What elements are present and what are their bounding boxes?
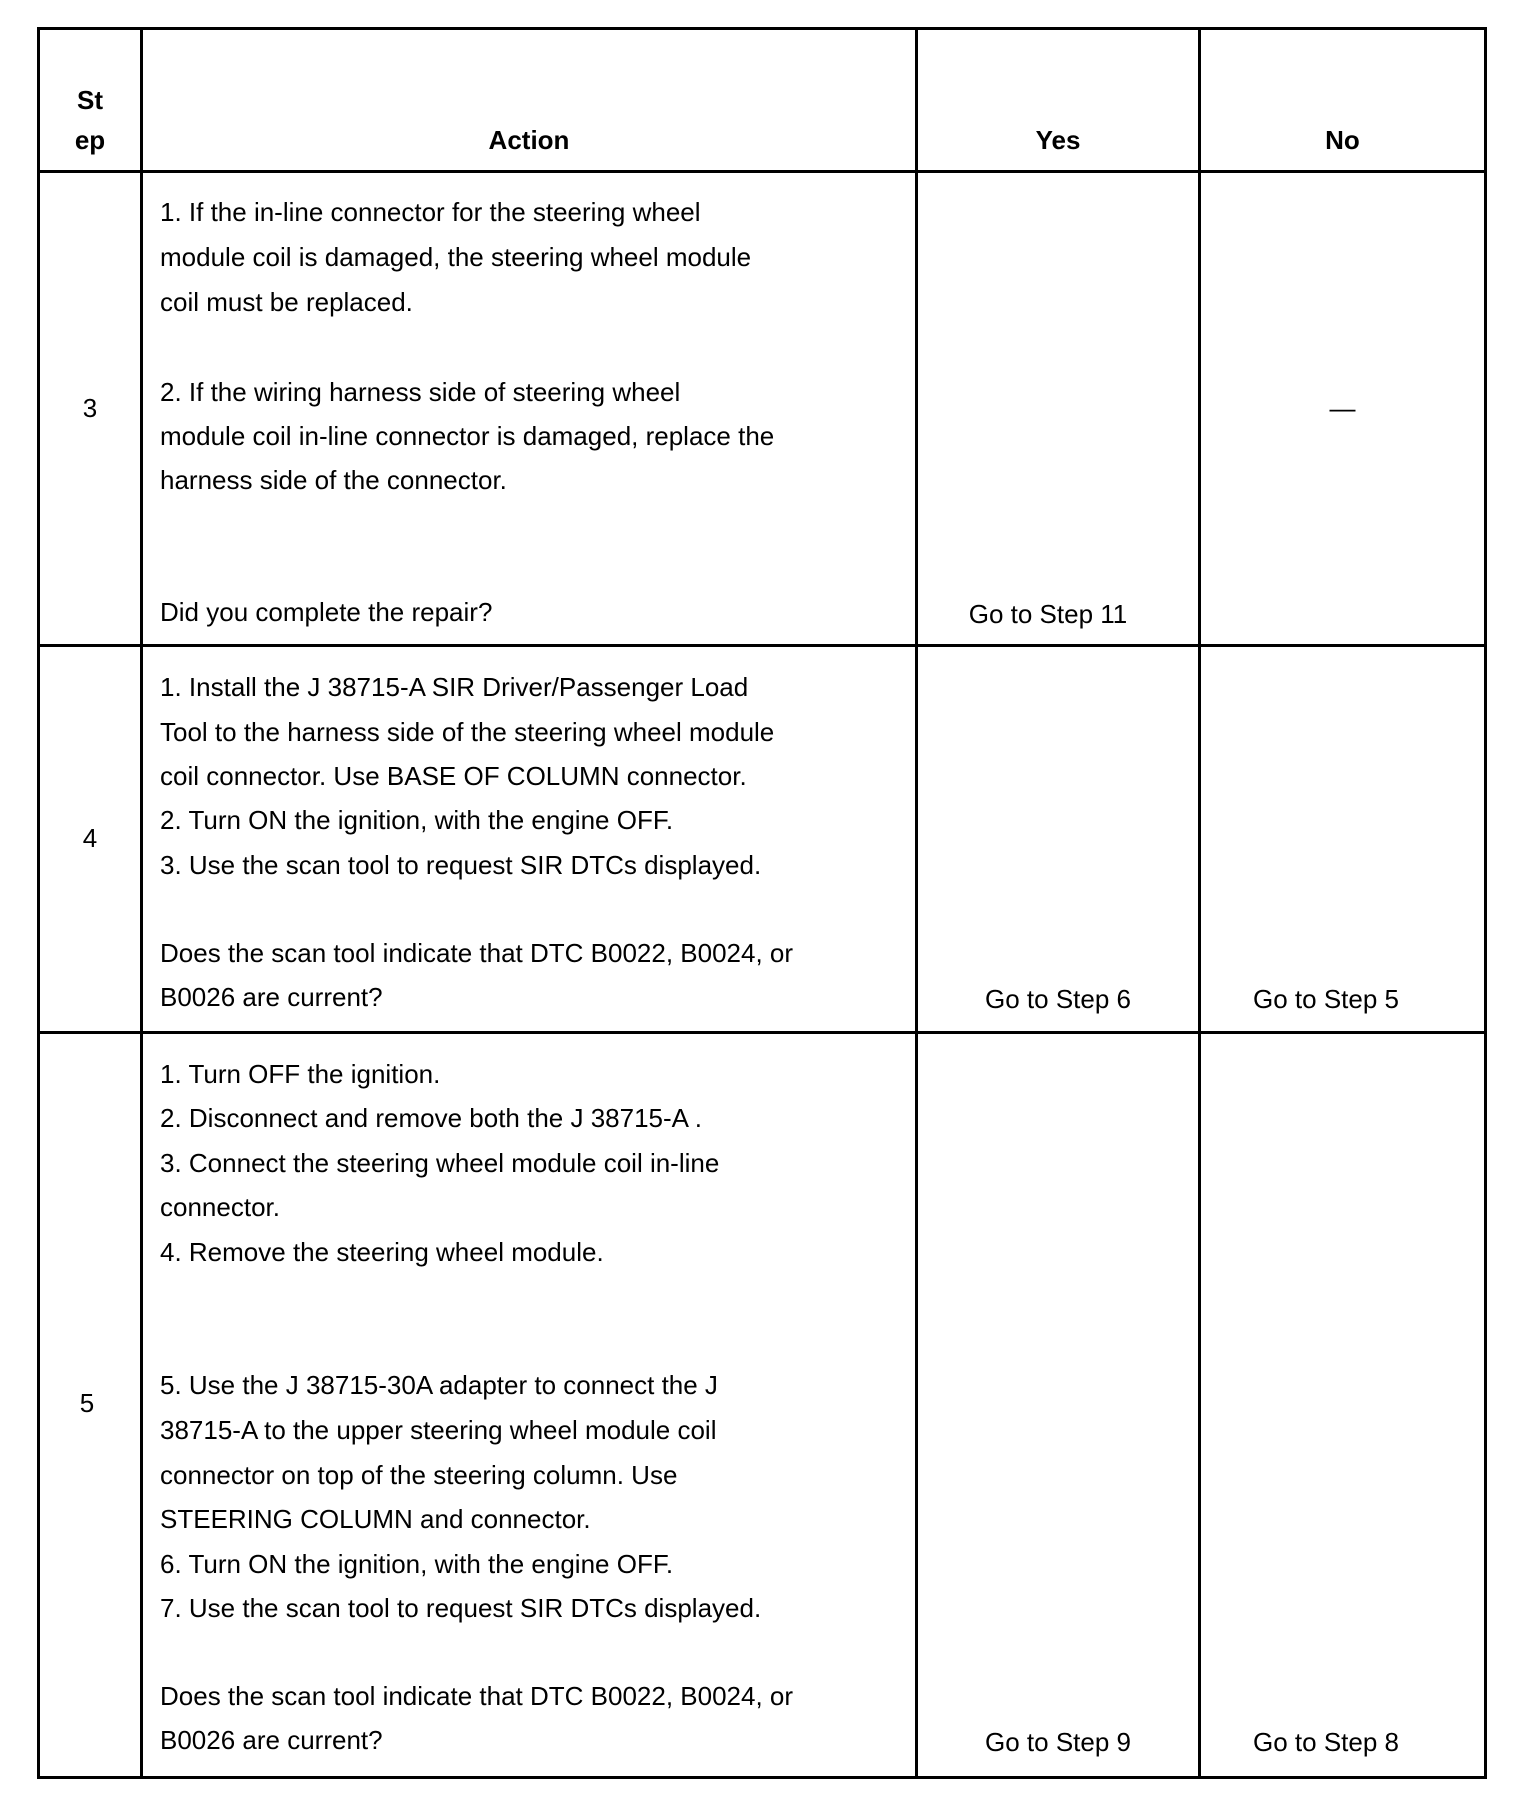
table-border-bottom — [37, 1776, 1487, 1779]
action-line: 7. Use the scan tool to request SIR DTCs displayed. — [160, 1593, 762, 1623]
table-border-left — [37, 27, 40, 1779]
action-line: 3. Connect the steering wheel module coil in-line — [160, 1148, 720, 1178]
no-answer: Go to Step 8 — [1253, 1727, 1399, 1757]
header-divider — [37, 170, 1487, 173]
action-line: 1. Turn OFF the ignition. — [160, 1059, 441, 1089]
table-border-right — [1484, 27, 1487, 1779]
row-divider — [37, 644, 1487, 647]
action-line: connector. — [160, 1192, 280, 1222]
action-line: Tool to the harness side of the steering wheel module — [160, 717, 775, 747]
action-question: Does the scan tool indicate that DTC B0022, B0024, or — [160, 938, 794, 968]
yes-answer: Go to Step 9 — [985, 1727, 1131, 1757]
column-divider — [915, 27, 918, 1779]
action-line: module coil in-line connector is damaged, replace the — [160, 421, 775, 451]
table-border-top — [37, 27, 1487, 30]
action-line: 2. If the wiring harness side of steering wheel — [160, 377, 681, 407]
row-divider — [37, 1031, 1487, 1034]
yes-answer: Go to Step 11 — [968, 599, 1128, 629]
header-action: Action — [488, 125, 570, 155]
action-line: 38715-A to the upper steering wheel module coil — [160, 1415, 717, 1445]
header-step-line1: St — [77, 85, 103, 115]
header-yes: Yes — [1035, 125, 1081, 155]
yes-answer: Go to Step 6 — [985, 984, 1131, 1014]
step-number: 4 — [82, 823, 98, 853]
column-divider — [1198, 27, 1201, 1779]
action-question: B0026 are current? — [160, 1725, 383, 1755]
action-line: 3. Use the scan tool to request SIR DTCs displayed. — [160, 850, 762, 880]
action-line: connector on top of the steering column. Use — [160, 1460, 678, 1490]
action-line: 2. Disconnect and remove both the J 38715-A . — [160, 1103, 703, 1133]
step-number: 3 — [82, 393, 98, 423]
action-line: coil must be replaced. — [160, 287, 413, 317]
action-line: 4. Remove the steering wheel module. — [160, 1237, 604, 1267]
action-line: 1. Install the J 38715-A SIR Driver/Passenger Load — [160, 672, 749, 702]
action-question: Does the scan tool indicate that DTC B0022, B0024, or — [160, 1681, 794, 1711]
action-line: 1. If the in-line connector for the steering wheel — [160, 197, 701, 227]
diagnostic-table — [37, 27, 1487, 1779]
column-divider — [140, 27, 143, 1779]
header-step — [40, 80, 140, 160]
action-line: module coil is damaged, the steering wheel module — [160, 242, 752, 272]
header-step-line2: ep — [74, 125, 106, 155]
action-line: 6. Turn ON the ignition, with the engine OFF. — [160, 1549, 674, 1579]
no-answer: — — [1329, 393, 1356, 423]
action-line: 2. Turn ON the ignition, with the engine OFF. — [160, 805, 674, 835]
action-line: harness side of the connector. — [160, 465, 507, 495]
header-no: No — [1325, 125, 1360, 155]
action-question: B0026 are current? — [160, 982, 383, 1012]
step-number: 5 — [79, 1388, 95, 1418]
action-line: 5. Use the J 38715-30A adapter to connect the J — [160, 1370, 718, 1400]
action-line: coil connector. Use BASE OF COLUMN connector. — [160, 761, 747, 791]
action-question: Did you complete the repair? — [160, 597, 493, 627]
action-line: STEERING COLUMN and connector. — [160, 1504, 591, 1534]
no-answer: Go to Step 5 — [1253, 984, 1399, 1014]
